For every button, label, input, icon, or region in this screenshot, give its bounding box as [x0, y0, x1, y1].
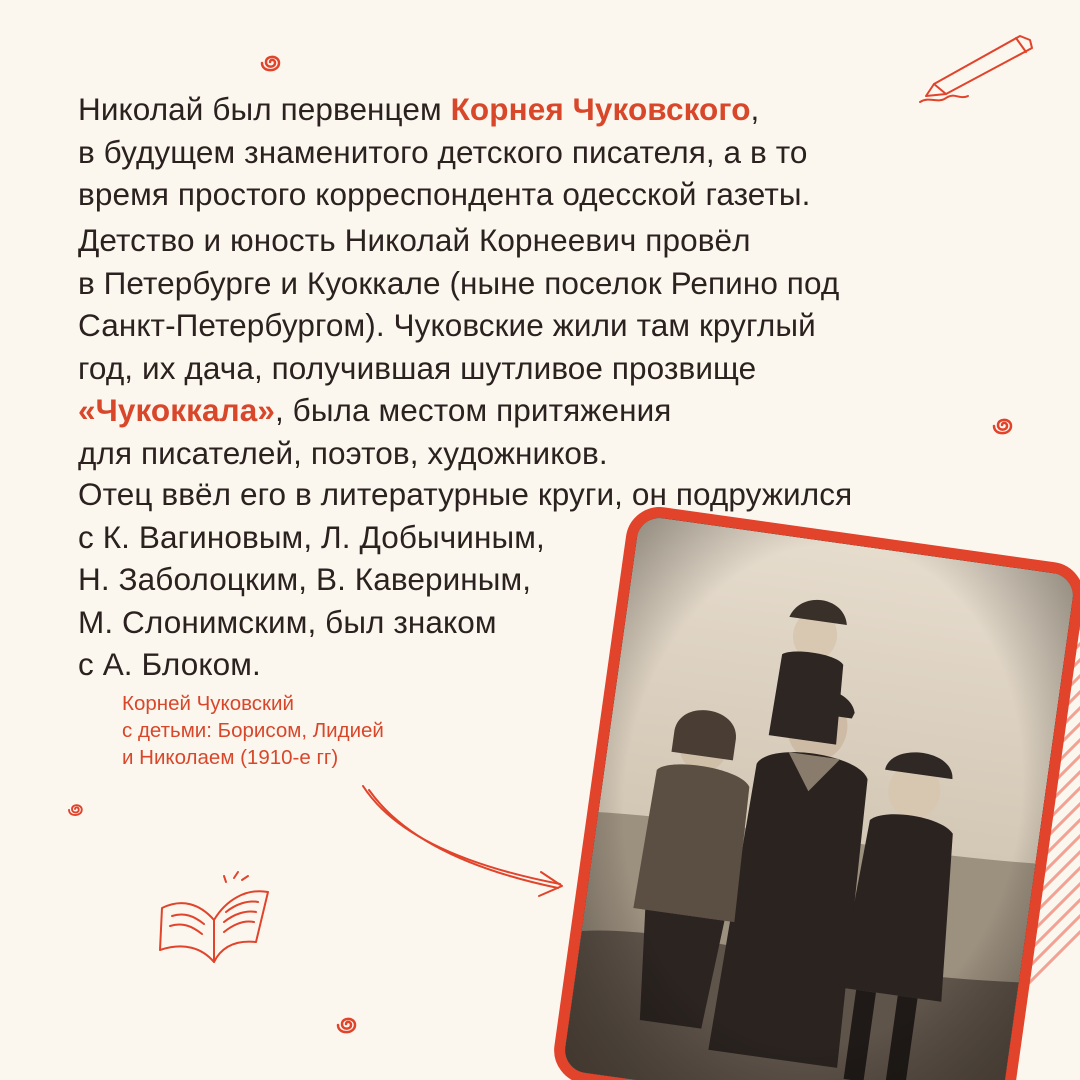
paragraph-2	[78, 219, 839, 474]
pen-doodle-icon	[912, 26, 1042, 106]
spiral-doodle-icon	[60, 795, 90, 823]
spiral-doodle-icon	[326, 1005, 366, 1043]
text-segment: ,	[750, 91, 760, 127]
paragraph-1-line-3: время простого корреспондента одесской газеты.	[78, 176, 811, 212]
paragraph-1-line-2: в будущем знаменитого детского писателя, а в то	[78, 133, 808, 170]
spiral-doodle-icon	[982, 407, 1022, 443]
text-segment: , была местом притяжения	[274, 392, 672, 428]
paragraph-3-line-4: М. Слонимским, был знаком	[78, 603, 497, 640]
photo-caption	[122, 690, 384, 771]
highlight-name: Корнея Чуковского	[450, 91, 751, 127]
highlight-nickname: «Чукоккала»	[78, 392, 275, 428]
paragraph-3-line-5: с А. Блоком.	[78, 646, 261, 682]
caption-line-3: и Николаем (1910-е гг)	[122, 746, 339, 769]
caption-line-1: Корней Чуковский	[122, 692, 294, 715]
paragraph-2-line-4: год, их дача, получившая шутливое прозвище	[78, 349, 757, 386]
paragraph-2-line-6: для писателей, поэтов, художников.	[78, 434, 608, 471]
paragraph-3-line-2: с К. Вагиновым, Л. Добычиным,	[78, 518, 545, 555]
caption-line-2: с детьми: Борисом, Лидией	[122, 719, 384, 742]
paragraph-1-line-1	[78, 88, 810, 131]
paragraph-2-line-5	[78, 389, 839, 432]
paragraph-2-line-3: Санкт-Петербургом). Чуковские жили там круглый	[78, 307, 816, 343]
text-segment: Николай был первенцем	[78, 91, 451, 127]
arrow-doodle-icon	[355, 780, 570, 900]
open-book-doodle-icon	[152, 870, 276, 970]
paragraph-2-line-1: Детство и юность Николай Корнеевич провёл	[78, 222, 751, 258]
paragraph-1	[78, 88, 810, 216]
paragraph-3-line-1: Отец ввёл его в литературные круги, он подружился	[78, 476, 853, 512]
paragraph-2-line-2: в Петербурге и Куоккале (ныне поселок Репино под	[78, 264, 840, 301]
photo-illustration	[562, 515, 1076, 1080]
spiral-doodle-icon	[250, 44, 290, 80]
family-photo	[550, 503, 1080, 1080]
paragraph-3-line-3: Н. Заболоцким, В. Кавериным,	[78, 561, 532, 597]
